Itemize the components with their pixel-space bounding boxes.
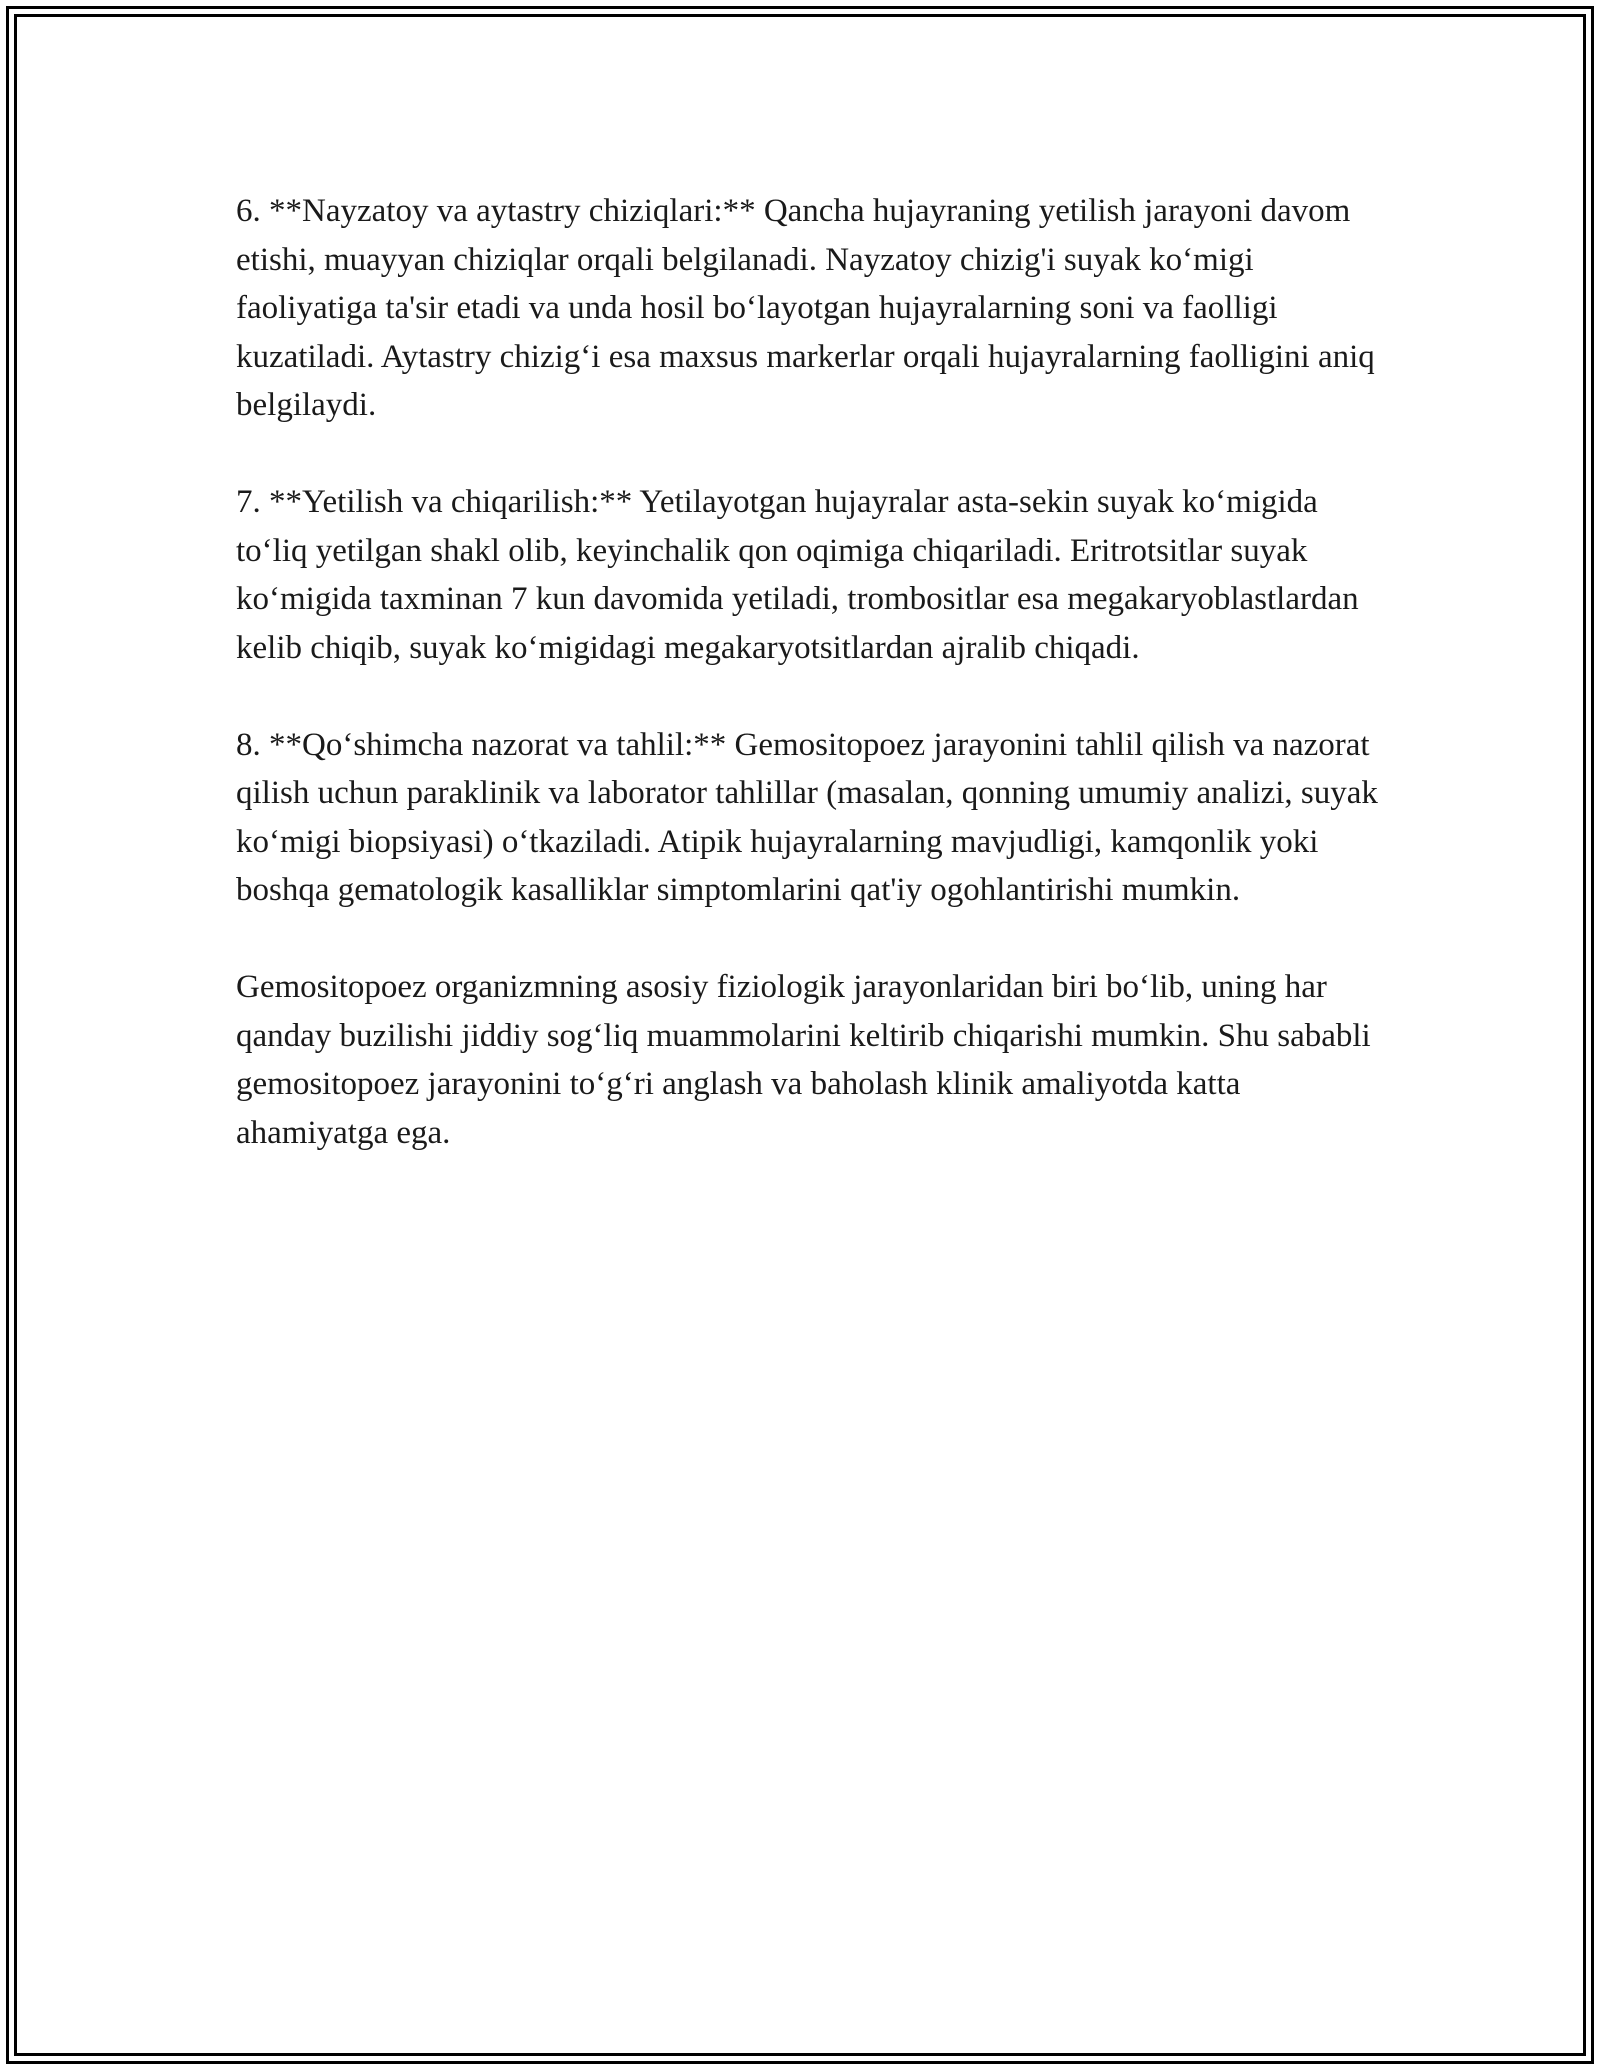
conclusion-paragraph: Gemositopoez organizmning asosiy fiziologik jarayonlaridan biri bo‘lib, uning har qanday buzilishi jiddiy sog‘liq muammolarini keltirib chiqarishi mumkin. Shu sababli gemositopoez jarayonini to‘g‘ri anglash va baholash klinik amaliyotda katta ahamiyatga ega. xyxy=(236,969,1371,1151)
paragraph-item-6: 6. **Nayzatoy va aytastry chiziqlari:** Qancha hujayraning yetilish jarayoni davom etishi, muayyan chiziqlar orqali belgilanadi. Nayzatoy chizig'i suyak ko‘migi faoliyatiga ta'sir etadi va unda hosil bo‘layotgan hujayralarning soni va faolligi kuzatiladi. Aytastry chizig‘i esa maxsus markerlar orqali hujayralarning faolligini aniq belgilaydi. xyxy=(236,193,1375,423)
paragraph-item-7: 7. **Yetilish va chiqarilish:** Yetilayotgan hujayralar asta-sekin suyak ko‘migida to‘liq yetilgan shakl olib, keyinchalik qon oqimiga chiqariladi. Eritrotsitlar suyak ko‘migida taxminan 7 kun davomida yetiladi, trombositlar esa megakaryoblastlardan kelib chiqib, suyak ko‘migidagi megakaryotsitlardan ajralib chiqadi. xyxy=(236,484,1359,666)
paragraph-item-8: 8. **Qo‘shimcha nazorat va tahlil:** Gemositopoez jarayonini tahlil qilish va nazorat qilish uchun paraklinik va laborator tahlillar (masalan, qonning umumiy analizi, suyak ko‘migi biopsiyasi) o‘tkaziladi. Atipik hujayralarning mavjudligi, kamqonlik yoki boshqa gematologik kasalliklar simptomlarini qat'iy ogohlantirishi mumkin. xyxy=(236,726,1378,908)
document-body xyxy=(236,187,1386,1206)
